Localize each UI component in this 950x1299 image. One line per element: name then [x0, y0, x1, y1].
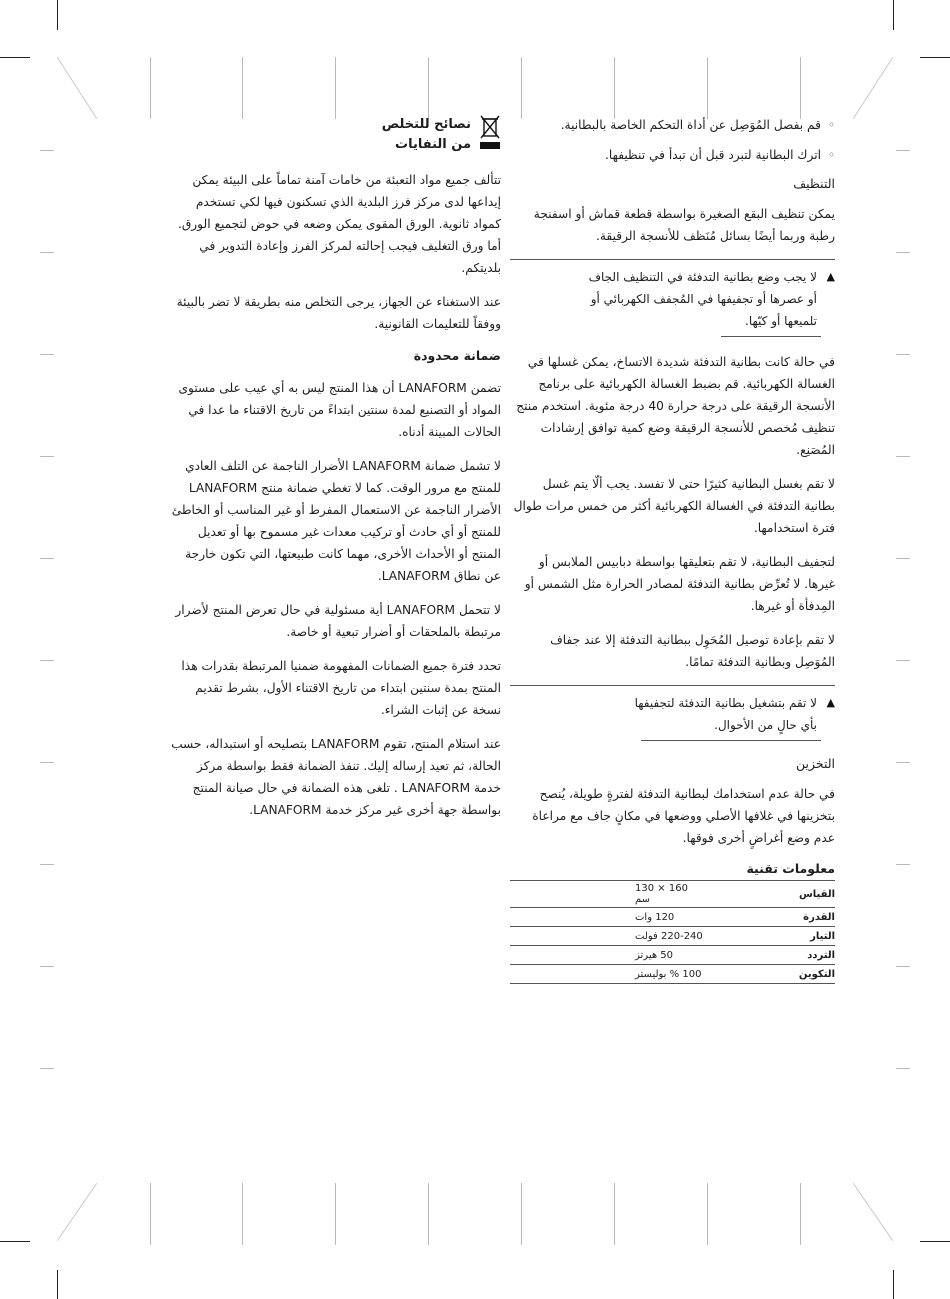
crossed-out-bin-icon: [479, 115, 501, 151]
guide-mark: [896, 456, 910, 457]
table-row: [510, 927, 835, 946]
spec-value: 160 × 130 سم: [510, 881, 705, 908]
crop-mark: [893, 1270, 894, 1299]
crop-mark: [920, 1241, 950, 1242]
right-column: [510, 115, 835, 984]
cleaning-paragraph: لا تقم بغسل البطانية كثيرًا حتى لا تفسد. يجب ألّا يتم غسل بطانية التدفئة في الغسالة الكهربائية أكثر من خمس مرات طوال فترة استخدامها.: [513, 477, 835, 535]
spec-key: القياس: [705, 881, 835, 908]
guide-mark: [521, 57, 522, 119]
spec-key: التكوين: [705, 965, 835, 984]
crop-mark: [920, 57, 950, 58]
guide-mark: [800, 1183, 801, 1245]
guide-mark: [614, 57, 615, 119]
crop-mark: [57, 1270, 58, 1299]
guide-mark: [800, 57, 801, 119]
warning-rule: [641, 740, 821, 741]
spec-key: القدرة: [705, 908, 835, 927]
guide-mark: [335, 57, 336, 119]
guide-mark: [896, 1068, 910, 1069]
corner-diagonal: [57, 57, 97, 119]
guide-mark: [896, 660, 910, 661]
disposal-paragraph: عند الاستغناء عن الجهاز، يرجى التخلص منه بطريقة لا تضر بالبيئة ووفقاً للتعليمات القانونية.: [176, 295, 501, 331]
cleaning-paragraph: لتجفيف البطانية، لا تقم بتعليقها بواسطة دبابيس الملابس أو غيرها. لا تُعرِّض بطانية التدفئة لمصادر الحرارة مثل الشمس أو المِدفأة أو غيرها.: [524, 555, 835, 613]
warranty-paragraph: تضمن LANAFORM أن هذا المنتج ليس به أي عيب على مستوى المواد أو التصنيع لمدة سنتين ابتداءً من تاريخ الاقتناء ما عدا في الحالات المبينة أدناه.: [178, 381, 501, 439]
table-row: [510, 946, 835, 965]
warranty-paragraph: لا تشمل ضمانة LANAFORM الأضرار الناجمة عن التلف العادي للمنتج مع مرور الوقت. كما لا تغطي ضمانة منتج LANAFORM الأضرار الناجمة عن الاستعمال المفرط أو غير المناسب أو الخاطئ للمنتج أو أي حادث أو تركيب معدات غير مسموح بها أو تعديل المنتج أو الأحداث الأخرى، مهما كانت طبيعتها، التي تكون خارجة عن نطاق LANAFORM.: [171, 459, 501, 583]
disposal-heading-line1: نصائح للتخلص: [381, 117, 471, 132]
warning-triangle-icon: ▲: [826, 270, 835, 283]
guide-mark: [40, 456, 54, 457]
guide-mark: [896, 354, 910, 355]
corner-diagonal: [853, 1183, 893, 1241]
cleaning-paragraph: لا تقم بإعادة توصيل المُحَوِل ببطانية التدفئة إلا عند جفاف المُوَصِل وبطانية التدفئة تمامًا.: [550, 633, 835, 669]
crop-mark: [0, 1241, 30, 1242]
guide-mark: [150, 1183, 151, 1245]
warning-triangle-icon: ▲: [826, 696, 835, 709]
list-item: ◦ اترك البطانية لتبرد قبل أن تبدأ في تنظيفها.: [510, 145, 835, 165]
guide-mark: [896, 252, 910, 253]
guide-mark: [707, 1183, 708, 1245]
guide-mark: [428, 57, 429, 119]
crop-mark: [0, 57, 30, 58]
disposal-heading: [382, 115, 471, 155]
spec-key: التيار: [705, 927, 835, 946]
warranty-paragraph: تحدد فترة جميع الضمانات المفهومة ضمنيا المرتبطة بقدرات هذا المنتج بمدة سنتين ابتداء من تاريخ الاقتناء الأول، بشرط تقديم نسخة عن إثبات الشراء.: [181, 659, 501, 717]
spec-value: 220-240 فولت: [510, 927, 705, 946]
crop-mark: [893, 0, 894, 30]
corner-diagonal: [57, 1183, 97, 1241]
warranty-paragraph: لا تتحمل LANAFORM أية مسئولية في حال تعرض المنتج لأضرار مرتبطة بالملحقات أو أضرار تبعية أو خاصة.: [175, 603, 501, 639]
guide-mark: [40, 252, 54, 253]
guide-mark: [614, 1183, 615, 1245]
warning-box: [510, 685, 835, 741]
corner-diagonal: [853, 57, 893, 119]
guide-mark: [40, 150, 54, 151]
guide-mark: [40, 762, 54, 763]
guide-mark: [40, 558, 54, 559]
cleaning-paragraph: يمكن تنظيف البقع الصغيرة بواسطة قطعة قماش أو اسفنجة رطبة وربما أيضًا بسائل مُنَظف للأنسجة الرقيقة.: [533, 207, 835, 243]
warranty-paragraph: عند استلام المنتج، تقوم LANAFORM بتصليحه أو استبداله، حسب الحالة، ثم تعيد إرساله إليك. تنفذ الضمانة فقط بواسطة مركز خدمة LANAFORM . تلغى هذه الضمانة في حال صيانة المنتج بواسطة جهة أخرى غير مركز خدمة LANAFORM.: [171, 737, 501, 817]
guide-mark: [40, 966, 54, 967]
guide-mark: [896, 966, 910, 967]
guide-mark: [40, 1068, 54, 1069]
guide-mark: [521, 1183, 522, 1245]
guide-mark: [40, 864, 54, 865]
storage-heading: التخزين: [795, 756, 835, 771]
disposal-heading-line2: من النفايات: [395, 137, 471, 152]
guide-mark: [335, 1183, 336, 1245]
guide-mark: [40, 354, 54, 355]
warning-rule: [721, 336, 821, 337]
warranty-heading: ضمانة محدودة: [413, 348, 501, 363]
left-column: [168, 115, 501, 833]
guide-mark: [896, 150, 910, 151]
disposal-paragraph: تتألف جميع مواد التعبئة من خامات آمنة تماماً على البيئة يمكن إيداعها لدى مركز فرز البلدية الذي تسكنون فيها لكي تستخدم كمواد ثانوية. الورق المقوى يمكن وضعه في حوض لتجميع الورق. أما ورق التغليف فيجب إحالته لمركز الفرز وإعادة التدوير في بلديتكم.: [177, 173, 501, 275]
warning-text: لا تقم بتشغيل بطانية التدفئة لتجفيفها بأي حالٍ من الأحوال.: [634, 696, 817, 732]
table-row: [510, 965, 835, 984]
disposal-header: [168, 115, 501, 155]
guide-mark: [896, 762, 910, 763]
cleaning-paragraph: في حالة كانت بطانية التدفئة شديدة الاتساخ، يمكن غسلها في الغسالة الكهربائية. قم بضبط الغسالة الكهربائية على برنامج الأنسجة الرقيقة على درجة حرارة 40 درجة مئوية. استخدم منتج تنظيف مُخصص للأنسجة الرقيقة وضع كمية توافق إرشادات المُصَنِع.: [516, 355, 835, 457]
storage-paragraph: في حالة عدم استخدامك لبطانية التدفئة لفترةٍ طويلة، يُنصح بتخزينها في غلافها الأصلي ووضعها في مكانٍ جاف مع مراعاة عدم وضع أغراضٍ أخرى فوقها.: [532, 787, 835, 845]
spec-table: [510, 880, 835, 984]
spec-value: 120 وات: [510, 908, 705, 927]
table-row: [510, 881, 835, 908]
spec-key: التردد: [705, 946, 835, 965]
guide-mark: [150, 57, 151, 119]
table-row: [510, 908, 835, 927]
guide-mark: [896, 558, 910, 559]
guide-mark: [707, 57, 708, 119]
spec-heading: معلومات تقنية: [746, 861, 835, 876]
crop-mark: [57, 0, 58, 30]
guide-mark: [242, 57, 243, 119]
guide-mark: [428, 1183, 429, 1245]
warning-box: [510, 259, 835, 337]
guide-mark: [896, 864, 910, 865]
guide-mark: [40, 660, 54, 661]
spec-value: 50 هيرتز: [510, 946, 705, 965]
spec-value: 100 % بوليستر: [510, 965, 705, 984]
cleaning-heading: التنظيف: [793, 176, 835, 191]
list-item: ◦ قم بفصل المُوَصِل عن أداة التحكم الخاصة بالبطانية.: [510, 115, 835, 135]
guide-mark: [242, 1183, 243, 1245]
warning-text: لا يجب وضع بطانية التدفئة في التنظيف الجاف أو عصرها أو تجفيفها في المُجفف الكهربائي أو تلميعها أو كيّها.: [588, 270, 817, 328]
